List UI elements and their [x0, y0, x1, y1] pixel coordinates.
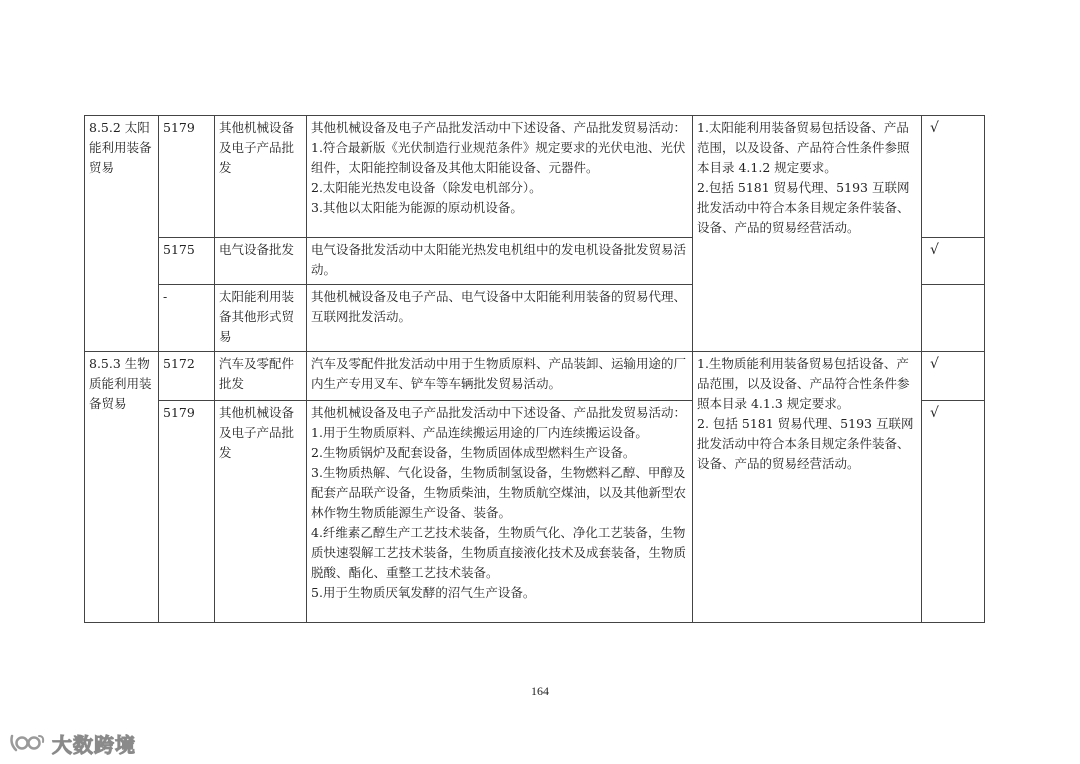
description-cell: 其他机械设备及电子产品批发活动中下述设备、产品批发贸易活动： 1.符合最新版《光伏制造行业规范条件》规定要求的光伏电池、光伏组件，太阳能控制设备及其他太阳能设备、元器件。 2.太阳能光热发电设备（除发电机部分）。 3.其他以太阳能为能源的原动机设备。 [307, 116, 693, 238]
table-row [85, 116, 985, 238]
description-cell: 其他机械设备及电子产品、电气设备中太阳能利用装备的贸易代理、互联网批发活动。 [307, 285, 693, 352]
code-cell: 5179 [159, 116, 215, 238]
check-mark: √ [922, 401, 985, 623]
code-cell: 5172 [159, 352, 215, 401]
check-mark: √ [922, 238, 985, 285]
name-cell: 其他机械设备及电子产品批发 [215, 116, 307, 238]
notes-cell: 1.生物质能利用装备贸易包括设备、产品范围，以及设备、产品符合性条件参照本目录 4.1.3 规定要求。 2. 包括 5181 贸易代理、5193 互联网批发活动中符合本条目规定条件装备、设备、产品的贸易经营活动。 [693, 352, 922, 623]
category-cell: 8.5.2 太阳能利用装备贸易 [85, 116, 159, 352]
code-cell: 5175 [159, 238, 215, 285]
brand-logo-icon [8, 730, 46, 756]
name-cell: 太阳能利用装备其他形式贸易 [215, 285, 307, 352]
catalog-table [84, 115, 985, 623]
name-cell: 其他机械设备及电子产品批发 [215, 401, 307, 623]
check-mark: √ [922, 116, 985, 238]
description-cell: 其他机械设备及电子产品批发活动中下述设备、产品批发贸易活动： 1.用于生物质原料、产品连续搬运用途的厂内连续搬运设备。 2.生物质锅炉及配套设备，生物质固体成型燃料生产设备。 3.生物质热解、气化设备，生物质制氢设备，生物燃料乙醇、甲醇及配套产品联产设备，生物质柴油，生物质航空煤油，以及其他新型农林作物生物质能源生产设备、装备。 4.纤维素乙醇生产工艺技术装备，生物质气化、净化工艺装备，生物质快速裂解工艺技术装备，生物质直接液化技术及成套装备，生物质脱酸、酯化、重整工艺技术装备。 5.用于生物质厌氧发酵的沼气生产设备。 [307, 401, 693, 623]
code-cell: - [159, 285, 215, 352]
check-mark: √ [922, 352, 985, 401]
watermark [8, 728, 136, 758]
check-mark [922, 285, 985, 352]
code-cell: 5179 [159, 401, 215, 623]
name-cell: 电气设备批发 [215, 238, 307, 285]
watermark-text: 大数跨境 [52, 732, 136, 757]
page-number: 164 [531, 684, 549, 698]
notes-cell: 1.太阳能利用装备贸易包括设备、产品范围，以及设备、产品符合性条件参照本目录 4.1.2 规定要求。 2.包括 5181 贸易代理、5193 互联网批发活动中符合本条目规定条件装备、设备、产品的贸易经营活动。 [693, 116, 922, 352]
description-cell: 汽车及零配件批发活动中用于生物质原料、产品装卸、运输用途的厂内生产专用叉车、铲车等车辆批发贸易活动。 [307, 352, 693, 401]
category-cell: 8.5.3 生物质能利用装备贸易 [85, 352, 159, 623]
name-cell: 汽车及零配件批发 [215, 352, 307, 401]
table-row [85, 352, 985, 401]
description-cell: 电气设备批发活动中太阳能光热发电机组中的发电机设备批发贸易活动。 [307, 238, 693, 285]
